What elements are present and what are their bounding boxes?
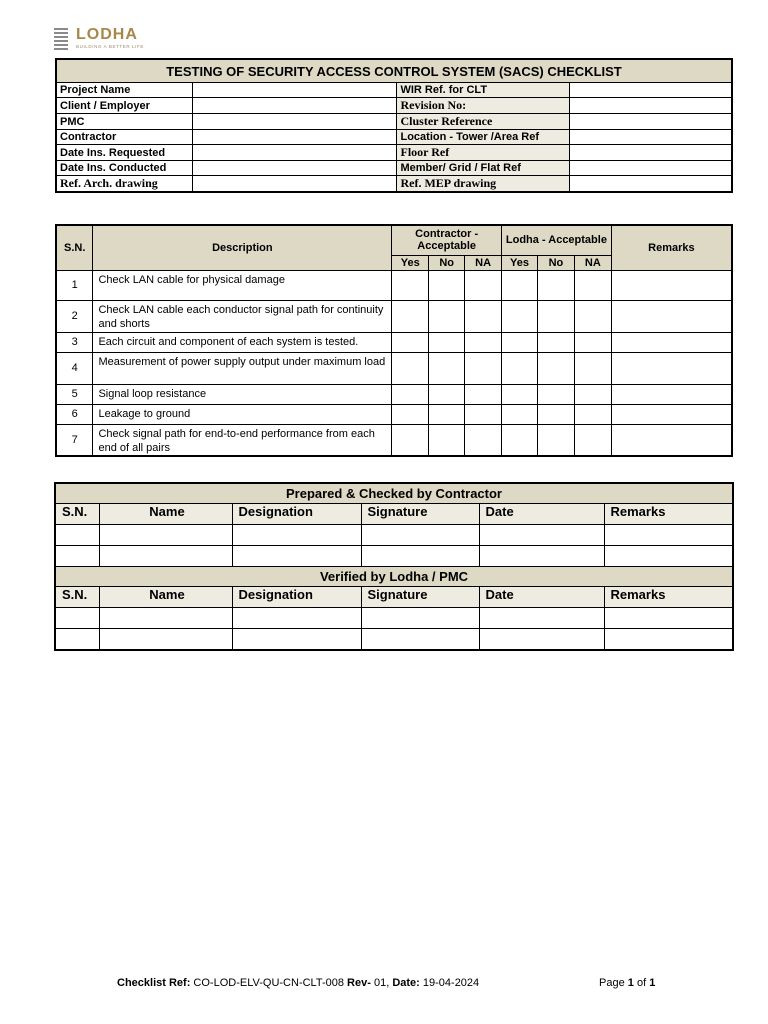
date-cell[interactable]	[479, 608, 604, 629]
name-cell[interactable]	[99, 608, 232, 629]
contractor-na-header: NA	[465, 255, 502, 270]
contractor-na-cell[interactable]	[465, 270, 502, 300]
lodha-acceptable-header: Lodha - Acceptable	[502, 225, 612, 255]
member-grid-field[interactable]	[570, 161, 732, 176]
date-cell[interactable]	[479, 525, 604, 546]
contractor-section-title: Prepared & Checked by Contractor	[55, 483, 733, 504]
signature-cell[interactable]	[361, 525, 479, 546]
client-label: Client / Employer	[56, 98, 193, 114]
contractor-na-cell[interactable]	[465, 404, 502, 424]
contractor-na-cell[interactable]	[465, 332, 502, 352]
row-description: Measurement of power supply output under maximum load	[93, 352, 392, 384]
remarks-cell[interactable]	[611, 384, 732, 404]
remarks-cell[interactable]	[611, 332, 732, 352]
designation-cell[interactable]	[232, 525, 361, 546]
contractor-acceptable-header: Contractor - Acceptable	[392, 225, 502, 255]
row-sn: 4	[56, 352, 93, 384]
lodha-no-header: No	[537, 255, 574, 270]
contractor-no-cell[interactable]	[429, 384, 465, 404]
lodha-na-cell[interactable]	[574, 384, 611, 404]
row-description: Check signal path for end-to-end performance from each end of all pairs	[93, 424, 392, 456]
row-sn: 5	[56, 384, 93, 404]
table-row	[56, 332, 732, 352]
lodha-no-cell[interactable]	[537, 270, 574, 300]
ref-label: Checklist Ref:	[117, 977, 191, 989]
lodha-yes-cell[interactable]	[502, 424, 538, 456]
contractor-field[interactable]	[193, 130, 397, 145]
lodha-na-cell[interactable]	[574, 352, 611, 384]
remarks-cell[interactable]	[611, 352, 732, 384]
table-row	[55, 629, 733, 651]
table-row	[56, 352, 732, 384]
project-name-label: Project Name	[56, 83, 193, 98]
col-designation: Designation	[232, 504, 361, 525]
lodha-no-cell[interactable]	[537, 384, 574, 404]
project-info-table	[55, 58, 733, 193]
col-signature: Signature	[361, 587, 479, 608]
remarks-cell[interactable]	[604, 608, 733, 629]
contractor-no-header: No	[429, 255, 465, 270]
col-sn: S.N.	[55, 504, 99, 525]
contractor-yes-cell[interactable]	[392, 332, 429, 352]
rev-label: Rev-	[347, 977, 371, 989]
date-conducted-field[interactable]	[193, 161, 397, 176]
contractor-yes-cell[interactable]	[392, 384, 429, 404]
member-grid-label: Member/ Grid / Flat Ref	[397, 161, 570, 176]
project-name-field[interactable]	[193, 83, 397, 98]
date-cell[interactable]	[479, 546, 604, 567]
contractor-yes-cell[interactable]	[392, 300, 429, 332]
mep-drawing-label: Ref. MEP drawing	[397, 176, 570, 193]
sn-cell[interactable]	[55, 525, 99, 546]
lodha-yes-cell[interactable]	[502, 352, 538, 384]
checklist-reference	[117, 977, 479, 989]
sn-cell[interactable]	[55, 629, 99, 651]
lodha-yes-cell[interactable]	[502, 332, 538, 352]
name-cell[interactable]	[99, 525, 232, 546]
contractor-no-cell[interactable]	[429, 270, 465, 300]
contractor-na-cell[interactable]	[465, 424, 502, 456]
col-name: Name	[99, 587, 232, 608]
contractor-yes-cell[interactable]	[392, 352, 429, 384]
lodha-yes-header: Yes	[502, 255, 538, 270]
logo-stripes-icon	[54, 28, 68, 50]
wir-ref-label: WIR Ref. for CLT	[397, 83, 570, 98]
contractor-no-cell[interactable]	[429, 352, 465, 384]
designation-cell[interactable]	[232, 629, 361, 651]
pmc-field[interactable]	[193, 114, 397, 130]
sn-cell[interactable]	[55, 546, 99, 567]
remarks-cell[interactable]	[611, 270, 732, 300]
table-row	[55, 608, 733, 629]
signoff-table	[54, 482, 734, 651]
lodha-na-cell[interactable]	[574, 270, 611, 300]
lodha-no-cell[interactable]	[537, 424, 574, 456]
lodha-yes-cell[interactable]	[502, 384, 538, 404]
contractor-yes-header: Yes	[392, 255, 429, 270]
contractor-na-cell[interactable]	[465, 352, 502, 384]
arch-drawing-label: Ref. Arch. drawing	[56, 176, 193, 193]
cluster-label: Cluster Reference	[397, 114, 570, 130]
row-description: Check LAN cable for physical damage	[93, 270, 392, 300]
row-description: Signal loop resistance	[93, 384, 392, 404]
row-sn: 7	[56, 424, 93, 456]
location-label: Location - Tower /Area Ref	[397, 130, 570, 145]
page-current: 1	[627, 977, 634, 989]
contractor-no-cell[interactable]	[429, 404, 465, 424]
logo-tagline: BUILDING A BETTER LIFE	[76, 44, 144, 49]
arch-drawing-field[interactable]	[193, 176, 397, 193]
mep-drawing-field[interactable]	[570, 176, 732, 193]
location-field[interactable]	[570, 130, 732, 145]
wir-ref-field[interactable]	[570, 83, 732, 98]
table-row	[56, 384, 732, 404]
lodha-yes-cell[interactable]	[502, 300, 538, 332]
contractor-no-cell[interactable]	[429, 332, 465, 352]
sn-header: S.N.	[56, 225, 93, 270]
row-sn: 2	[56, 300, 93, 332]
col-sn: S.N.	[55, 587, 99, 608]
table-row	[56, 300, 732, 332]
date-cell[interactable]	[479, 629, 604, 651]
name-cell[interactable]	[99, 629, 232, 651]
page-number	[599, 977, 655, 989]
table-row	[55, 546, 733, 567]
cluster-field[interactable]	[570, 114, 732, 130]
ref-value: CO-LOD-ELV-QU-CN-CLT-008	[193, 977, 344, 989]
col-date: Date	[479, 504, 604, 525]
logo-name: LODHA	[76, 26, 138, 43]
date-value: 19-04-2024	[422, 977, 480, 989]
contractor-yes-cell[interactable]	[392, 404, 429, 424]
contractor-label: Contractor	[56, 130, 193, 145]
checklist-title: TESTING OF SECURITY ACCESS CONTROL SYSTEM (SACS) CHECKLIST	[56, 59, 732, 83]
lodha-na-header: NA	[574, 255, 611, 270]
contractor-na-cell[interactable]	[465, 384, 502, 404]
remarks-header: Remarks	[611, 225, 732, 270]
table-row	[55, 525, 733, 546]
client-field[interactable]	[193, 98, 397, 114]
table-row	[56, 270, 732, 300]
contractor-no-cell[interactable]	[429, 424, 465, 456]
floor-ref-field[interactable]	[570, 145, 732, 161]
pmc-label: PMC	[56, 114, 193, 130]
description-header: Description	[93, 225, 392, 270]
lodha-no-cell[interactable]	[537, 332, 574, 352]
lodha-section-title: Verified by Lodha / PMC	[55, 567, 733, 587]
date-requested-label: Date Ins. Requested	[56, 145, 193, 161]
col-date: Date	[479, 587, 604, 608]
col-signature: Signature	[361, 504, 479, 525]
row-sn: 1	[56, 270, 93, 300]
contractor-yes-cell[interactable]	[392, 424, 429, 456]
lodha-no-cell[interactable]	[537, 352, 574, 384]
col-remarks: Remarks	[604, 504, 733, 525]
remarks-cell[interactable]	[611, 424, 732, 456]
lodha-na-cell[interactable]	[574, 424, 611, 456]
row-description: Each circuit and component of each system is tested.	[93, 332, 392, 352]
lodha-no-cell[interactable]	[537, 300, 574, 332]
signature-cell[interactable]	[361, 608, 479, 629]
rev-value: 01,	[373, 977, 390, 989]
name-cell[interactable]	[99, 546, 232, 567]
page-prefix: Page	[599, 977, 625, 989]
remarks-cell[interactable]	[611, 300, 732, 332]
contractor-na-cell[interactable]	[465, 300, 502, 332]
signature-cell[interactable]	[361, 629, 479, 651]
table-row	[56, 424, 732, 456]
col-designation: Designation	[232, 587, 361, 608]
row-sn: 3	[56, 332, 93, 352]
page-of: of	[636, 977, 647, 989]
col-remarks: Remarks	[604, 587, 733, 608]
remarks-cell[interactable]	[611, 404, 732, 424]
floor-ref-label: Floor Ref	[397, 145, 570, 161]
date-label: Date:	[392, 977, 420, 989]
row-sn: 6	[56, 404, 93, 424]
row-description: Check LAN cable each conductor signal path for continuity and shorts	[93, 300, 392, 332]
remarks-cell[interactable]	[604, 525, 733, 546]
lodha-na-cell[interactable]	[574, 332, 611, 352]
lodha-no-cell[interactable]	[537, 404, 574, 424]
contractor-no-cell[interactable]	[429, 300, 465, 332]
remarks-cell[interactable]	[604, 629, 733, 651]
col-name: Name	[99, 504, 232, 525]
signature-cell[interactable]	[361, 546, 479, 567]
contractor-yes-cell[interactable]	[392, 270, 429, 300]
checklist-table	[55, 224, 733, 457]
sn-cell[interactable]	[55, 608, 99, 629]
table-row	[56, 404, 732, 424]
page-total: 1	[649, 977, 656, 989]
row-description: Leakage to ground	[93, 404, 392, 424]
revision-label: Revision No:	[397, 98, 570, 114]
revision-field[interactable]	[570, 98, 732, 114]
lodha-na-cell[interactable]	[574, 300, 611, 332]
date-requested-field[interactable]	[193, 145, 397, 161]
lodha-yes-cell[interactable]	[502, 404, 538, 424]
designation-cell[interactable]	[232, 608, 361, 629]
remarks-cell[interactable]	[604, 546, 733, 567]
date-conducted-label: Date Ins. Conducted	[56, 161, 193, 176]
lodha-na-cell[interactable]	[574, 404, 611, 424]
lodha-yes-cell[interactable]	[502, 270, 538, 300]
designation-cell[interactable]	[232, 546, 361, 567]
